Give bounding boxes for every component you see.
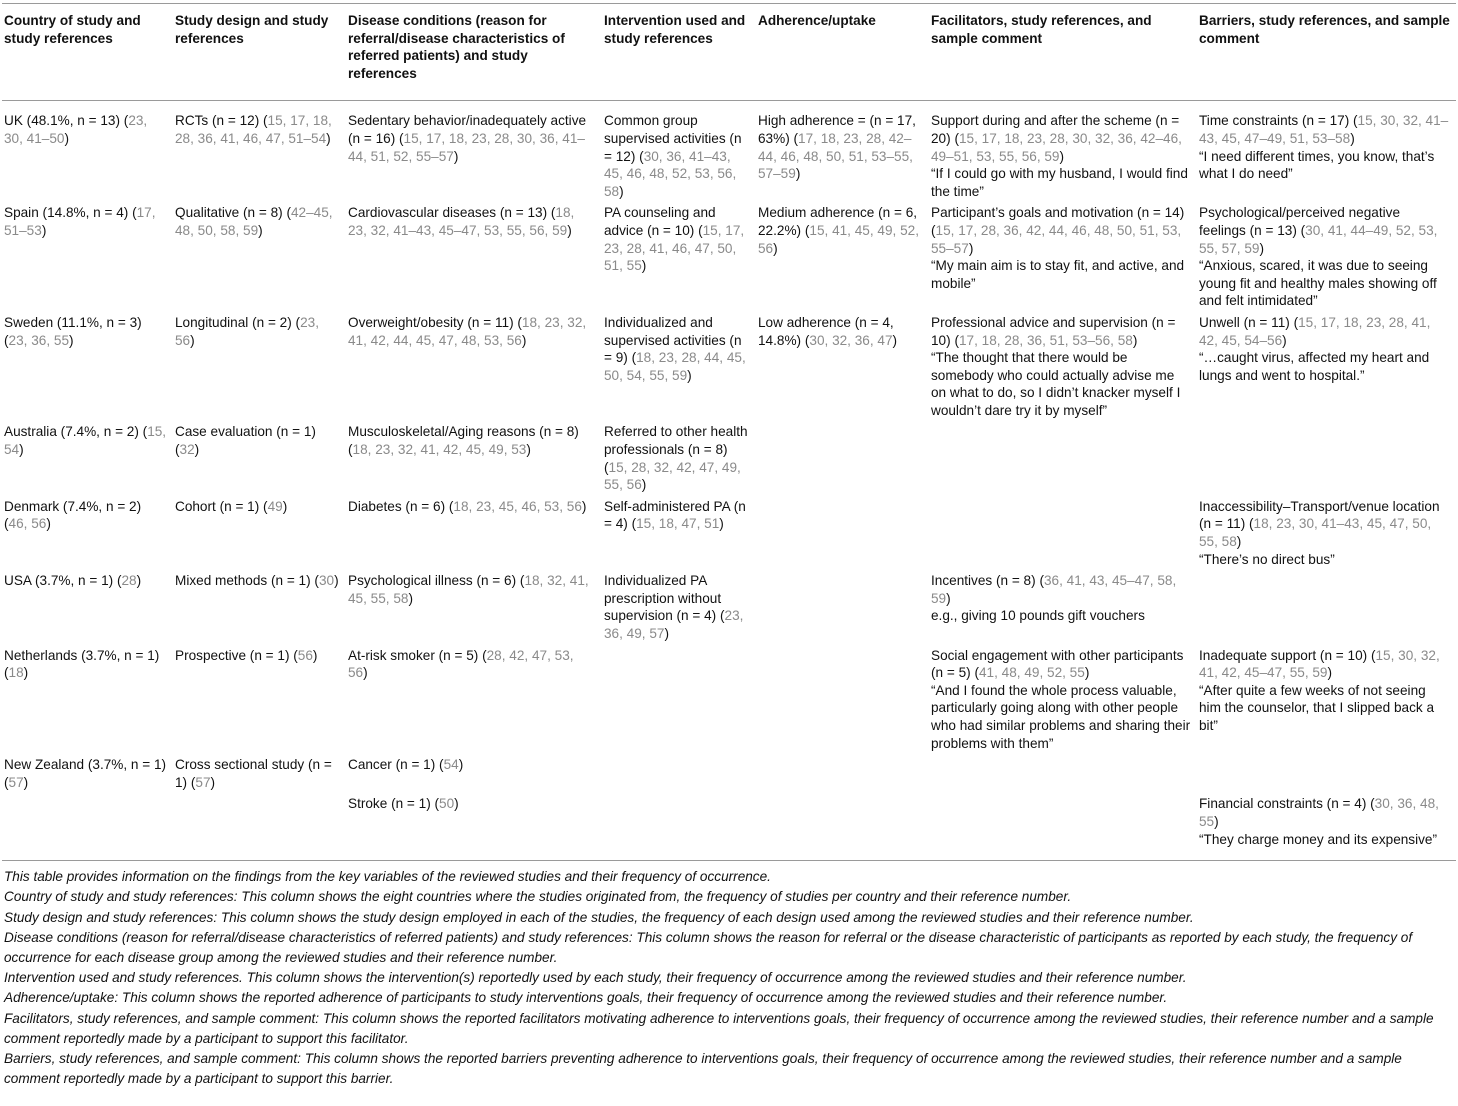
cell-references: 30, 41, 44–49, 52, 53, 55, 57, 59 <box>1199 222 1438 256</box>
header-row <box>2 4 1456 101</box>
cell-references: 15, 30, 32, 41–43, 45, 47–49, 51, 53–58 <box>1199 113 1449 146</box>
table-row <box>2 756 1456 795</box>
footnote: Disease conditions (reason for referral/disease characteristics of referred patients) and study references: This column shows the reason for referral or the disease characteristic of participants as reported by each study, the frequency of occurrence for each disease group among the reviewed studies and their reference number. <box>4 929 1413 965</box>
footnote: Adherence/uptake: This column shows the reported adherence of participants to study interventions goals, their frequency of occurrence among the reviewed studies and their reference number. <box>4 990 1168 1006</box>
paren: ( <box>4 665 9 681</box>
paren: ( <box>4 774 9 790</box>
cell-design <box>173 314 346 424</box>
cell-references: 28, 42, 47, 53, 56 <box>348 647 574 681</box>
paren: ) <box>1236 534 1242 550</box>
cell-references: 49 <box>267 498 283 514</box>
paren: ( <box>519 573 525 589</box>
cell-references: 50 <box>439 796 455 812</box>
paren: ) <box>46 516 51 532</box>
cell-label: Individualized PA prescription without supervision (n = 4) <box>604 573 722 624</box>
cell-label: Common group supervised activities (n = 12) <box>604 113 742 164</box>
sample-comment: “If I could go with my husband, I would find the time” <box>931 166 1188 199</box>
header-adherence: Adherence/uptake <box>758 13 876 28</box>
cell-adherence <box>756 204 929 314</box>
cell-design <box>173 756 346 795</box>
cell-design <box>173 572 346 646</box>
sample-comment: “And I found the whole process valuable, particularly going along with other people who had similar problems and sharing their problems with them” <box>931 682 1191 751</box>
cell-adherence <box>756 101 929 204</box>
sample-comment: “…caught virus, affected my heart and lungs and went to hospital.” <box>1199 350 1430 383</box>
cell-country <box>2 795 173 860</box>
cell-design <box>173 795 346 860</box>
paren: ) <box>1350 130 1355 146</box>
paren: ( <box>719 608 725 624</box>
paren: ( <box>132 205 137 221</box>
paren: ) <box>454 796 459 812</box>
paren: ) <box>1214 813 1219 829</box>
cell-references: 17, 18, 23, 28, 42–44, 46, 48, 50, 51, 53–55, 57–59 <box>758 130 913 182</box>
sample-comment: e.g., giving 10 pounds gift vouchers <box>931 608 1145 624</box>
cell-disease <box>346 498 602 572</box>
cell-label: Netherlands (3.7%, n = 1) <box>4 647 160 663</box>
cell-references: 15, 18, 47, 51 <box>636 516 720 532</box>
paren: ( <box>1353 113 1358 129</box>
cell-label: Financial constraints (n = 4) <box>1199 796 1367 812</box>
cell-intervention <box>602 314 756 424</box>
table-row <box>2 647 1456 757</box>
cell-references: 15, 17, 18, 23, 28, 30, 36, 41–44, 51, 52, 55–57 <box>348 130 585 164</box>
paren: ( <box>954 130 959 146</box>
cell-country <box>2 101 173 204</box>
cell-label: Inaccessibility–Transport/venue location (n = 11) <box>1199 498 1440 532</box>
cell-intervention <box>602 572 756 646</box>
cell-references: 23, 36, 55 <box>8 332 69 348</box>
paren: ( <box>698 222 703 238</box>
cell-label: Individualized and supervised activities (n = 9) <box>604 314 742 366</box>
cell-references: 28 <box>121 573 137 589</box>
cell-barriers <box>1197 498 1456 572</box>
header-country: Country of study and study references <box>4 13 141 46</box>
cell-disease <box>346 572 602 646</box>
cell-references: 56 <box>297 647 313 663</box>
paren: ) <box>19 442 24 458</box>
paren: ) <box>453 148 459 164</box>
cell-label: UK (48.1%, n = 13) <box>4 113 120 129</box>
sample-comment: “Anxious, scared, it was due to seeing young fit and healthy males showing off and felt intimidated” <box>1199 258 1437 309</box>
paren: ) <box>312 647 318 663</box>
cell-label: Spain (14.8%, n = 4) <box>4 205 129 221</box>
cell-label: New Zealand (3.7%, n = 1) <box>4 757 167 773</box>
cell-label: Psychological illness (n = 6) <box>348 573 517 589</box>
cell-label: Self-administered PA (n = 4) <box>604 498 746 532</box>
paren: ( <box>123 113 129 129</box>
paren: ) <box>326 130 331 146</box>
cell-references: 18, 23, 32, 41, 42, 44, 45, 47, 48, 53, 56 <box>348 314 587 348</box>
cell-facilitators <box>929 647 1197 757</box>
paren: ) <box>1084 665 1090 681</box>
footnote: Facilitators, study references, and sample comment: This column shows the reported facilitators motivating adherence to interventions goals, their frequency of occurrence among the reviewed studies, their reference number and a sample comment reportedly made by a participant to support this facilitator. <box>4 1010 1434 1046</box>
table-row <box>2 204 1456 314</box>
cell-label: Professional advice and supervision (n = 10) <box>931 314 1176 348</box>
paren: ) <box>581 498 587 514</box>
cell-label: At-risk smoker (n = 5) <box>348 647 479 663</box>
cell-adherence <box>756 314 929 424</box>
cell-label: Prospective (n = 1) <box>175 647 290 663</box>
cell-references: 57 <box>195 774 211 790</box>
cell-references: 18 <box>8 665 24 681</box>
paren: ) <box>363 665 368 681</box>
cell-adherence <box>756 756 929 795</box>
paren: ) <box>64 130 70 146</box>
paren: ) <box>69 332 74 348</box>
cell-references: 23, 30, 41–50 <box>4 113 148 146</box>
footnote: Country of study and study references: This column shows the eight countries where the studies originated from, the frequency of studies per country and their reference number. <box>4 889 1072 905</box>
footnote: Barriers, study references, and sample comment: This column shows the reported barriers preventing adherence to interventions goals, their frequency of occurrence among the reviewed studies, their reference number and a sample comment reportedly made by a participant to support this barrier. <box>4 1050 1402 1087</box>
cell-facilitators <box>929 101 1197 204</box>
paren: ( <box>4 516 9 532</box>
paren: ) <box>641 258 647 274</box>
cell-references: 30 <box>318 573 335 589</box>
cell-references: 30, 36, 48, 55 <box>1199 796 1439 829</box>
cell-barriers <box>1197 795 1456 860</box>
table-header <box>2 4 1456 101</box>
cell-disease <box>346 314 602 424</box>
cell-facilitators <box>929 314 1197 424</box>
cell-references: 15, 17, 18, 23, 28, 30, 32, 36, 42–46, 49–51, 53, 55, 56, 59 <box>931 130 1182 164</box>
cell-facilitators <box>929 756 1197 795</box>
paren: ( <box>142 424 148 440</box>
cell-references: 30, 36, 41–43, 45, 46, 48, 52, 53, 56, 58 <box>604 148 737 199</box>
header-disease: Disease conditions (reason for referral/disease characteristics of referred patients) and study references <box>348 13 565 81</box>
cell-label: Cross sectional study (n = 1) <box>175 757 332 790</box>
cell-country <box>2 314 173 424</box>
cell-references: 15, 28, 32, 42, 47, 49, 55, 56 <box>604 459 741 493</box>
paren: ) <box>567 222 572 238</box>
cell-label: Denmark (7.4%, n = 2) <box>4 498 142 514</box>
cell-facilitators <box>929 572 1197 646</box>
paren: ) <box>282 498 288 514</box>
cell-intervention <box>602 756 756 795</box>
sample-comment: “There’s no direct bus” <box>1199 551 1335 567</box>
cell-label: Psychological/perceived negative feelings (n = 13) <box>1199 205 1401 238</box>
paren: ( <box>604 459 609 475</box>
cell-references: 15, 41, 45, 49, 52, 56 <box>758 222 919 256</box>
cell-references: 15, 17, 28, 36, 42, 44, 46, 48, 50, 51, 53, 55–57 <box>931 222 1182 256</box>
cell-references: 42–45, 48, 50, 58, 59 <box>175 205 333 238</box>
cell-adherence <box>756 498 929 572</box>
paren: ) <box>946 590 951 606</box>
paren: ( <box>175 442 180 458</box>
cell-design <box>173 204 346 314</box>
paren: ( <box>190 774 196 790</box>
cell-references: 15, 17, 18, 23, 28, 41, 42, 45, 54–56 <box>1199 314 1431 348</box>
paren: ) <box>719 516 724 532</box>
cell-references: 46, 56 <box>8 516 47 532</box>
cell-label: Sweden (11.1%, n = 3) <box>4 314 142 330</box>
cell-disease <box>346 795 602 860</box>
cell-references: 18, 23, 32, 41–43, 45–47, 53, 55, 56, 59 <box>348 205 575 238</box>
paren: ( <box>1300 222 1306 238</box>
cell-references: 15, 17, 23, 28, 41, 46, 47, 50, 51, 55 <box>604 222 745 274</box>
cell-references: 18, 23, 32, 41, 42, 45, 49, 53 <box>352 442 527 458</box>
cell-label: USA (3.7%, n = 1) <box>4 573 114 589</box>
cell-label: Participant’s goals and motivation (n = 14) <box>931 205 1185 221</box>
cell-facilitators <box>929 423 1197 497</box>
cell-references: 15, 54 <box>4 424 167 458</box>
cell-design <box>173 101 346 204</box>
cell-barriers <box>1197 647 1456 757</box>
cell-label: Cardiovascular diseases (n = 13) <box>348 205 548 221</box>
paren: ( <box>434 796 440 812</box>
header-barriers: Barriers, study references, and sample comment <box>1199 13 1450 46</box>
cell-label: Medium adherence (n = 6, 22.2%) <box>758 205 918 238</box>
paren: ) <box>1259 240 1264 256</box>
paren: ( <box>263 498 268 514</box>
cell-references: 30, 32, 36, 47 <box>809 332 893 348</box>
table-row <box>2 572 1456 646</box>
cell-references: 36, 41, 43, 45–47, 58, 59 <box>931 573 1177 606</box>
cell-disease <box>346 756 602 795</box>
footnote: This table provides information on the findings from the key variables of the reviewed studies and their frequency of occurrence. <box>4 869 771 885</box>
paren: ( <box>931 222 936 238</box>
cell-label: Low adherence (n = 4, 14.8%) <box>758 314 894 348</box>
cell-disease <box>346 204 602 314</box>
paren: ) <box>526 442 531 458</box>
cell-barriers <box>1197 423 1456 497</box>
cell-references: 18, 23, 28, 44, 45, 50, 54, 55, 59 <box>604 350 746 383</box>
paren: ) <box>773 240 778 256</box>
paren: ( <box>293 647 298 663</box>
cell-references: 17, 51–53 <box>4 205 156 238</box>
table-row <box>2 795 1456 860</box>
cell-label: Case evaluation (n = 1) <box>175 424 316 440</box>
paren: ) <box>687 367 692 383</box>
paren: ) <box>1132 332 1138 348</box>
cell-label: Time constraints (n = 17) <box>1199 113 1350 129</box>
paren: ) <box>190 332 195 348</box>
cell-label: Australia (7.4%, n = 2) <box>4 424 139 440</box>
cell-barriers <box>1197 756 1456 795</box>
cell-country <box>2 423 173 497</box>
paren: ) <box>664 626 669 641</box>
cell-references: 57 <box>8 774 24 790</box>
paren: ( <box>1293 314 1299 330</box>
cell-adherence <box>756 795 929 860</box>
cell-intervention <box>602 795 756 860</box>
sample-comment: “The thought that there would be somebody who could actually advise me on what to do, so I didn’t knacker myself I wouldn’t dare try it by myself” <box>931 350 1181 418</box>
paren: ) <box>258 222 263 238</box>
paren: ( <box>804 222 810 238</box>
cell-label: PA counseling and advice (n = 10) <box>604 205 716 238</box>
footnote: Intervention used and study references. This column shows the intervention(s) reportedly used by each study, their frequency of occurrence among the reviewed studies and their reference number. <box>4 970 1187 986</box>
cell-barriers <box>1197 572 1456 646</box>
cell-disease <box>346 647 602 757</box>
table-row <box>2 423 1456 497</box>
cell-label: Diabetes (n = 6) <box>348 498 446 514</box>
cell-intervention <box>602 101 756 204</box>
paren: ( <box>286 205 291 221</box>
cell-references: 54 <box>443 757 459 773</box>
paren: ) <box>795 166 801 182</box>
paren: ) <box>968 240 974 256</box>
cell-intervention <box>602 647 756 757</box>
paren: ( <box>314 573 319 589</box>
cell-label: Musculoskeletal/Aging reasons (n = 8) <box>348 424 579 440</box>
paren: ) <box>23 665 29 681</box>
cell-label: Incentives (n = 8) <box>931 573 1036 589</box>
paren: ) <box>136 573 142 589</box>
paren: ( <box>263 113 268 129</box>
cell-barriers <box>1197 204 1456 314</box>
table-body <box>2 101 1456 861</box>
paren: ( <box>631 516 637 532</box>
paren: ( <box>639 148 644 164</box>
cell-label: High adherence = (n = 17, 63%) <box>758 113 916 146</box>
paren: ) <box>619 183 624 199</box>
cell-label: Mixed methods (n = 1) <box>175 573 311 589</box>
cell-references: 18, 23, 45, 46, 53, 56 <box>453 498 582 514</box>
cell-intervention <box>602 498 756 572</box>
sample-comment: “My main aim is to stay fit, and active, and mobile” <box>931 258 1185 291</box>
cell-references: 17, 18, 28, 36, 51, 53–56, 58 <box>958 332 1133 348</box>
header-design: Study design and study references <box>175 13 329 46</box>
cell-country <box>2 572 173 646</box>
paren: ) <box>408 590 413 606</box>
cell-references: 15, 17, 18, 28, 36, 41, 46, 47, 51–54 <box>175 113 332 146</box>
paren: ( <box>348 442 353 458</box>
paren: ( <box>793 130 799 146</box>
cell-country <box>2 204 173 314</box>
paren: ( <box>631 350 637 366</box>
paren: ) <box>41 222 47 238</box>
cell-design <box>173 647 346 757</box>
cell-adherence <box>756 572 929 646</box>
cell-references: 18, 32, 41, 45, 55, 58 <box>348 573 589 606</box>
cell-label: Support during and after the scheme (n = 20) <box>931 113 1180 146</box>
paren: ( <box>448 498 454 514</box>
cell-facilitators <box>929 498 1197 572</box>
cell-label: Qualitative (n = 8) <box>175 205 283 221</box>
cell-label: RCTs (n = 12) <box>175 113 260 129</box>
paren: ( <box>1370 796 1375 812</box>
cell-barriers <box>1197 101 1456 204</box>
paren: ( <box>1370 647 1376 663</box>
cell-adherence <box>756 647 929 757</box>
cell-facilitators <box>929 795 1197 860</box>
cell-label: Social engagement with other participants (n = 5) <box>931 647 1184 681</box>
paren: ( <box>399 130 404 146</box>
header-facilitators: Facilitators, study references, and sample comment <box>931 13 1152 46</box>
paren: ) <box>1282 332 1287 348</box>
paren: ) <box>1327 665 1333 681</box>
cell-references: 18, 23, 30, 41–43, 45, 47, 50, 55, 58 <box>1199 516 1432 550</box>
paren: ( <box>550 205 556 221</box>
paren: ) <box>1059 148 1065 164</box>
cell-design <box>173 498 346 572</box>
cell-label: Cancer (n = 1) <box>348 757 436 773</box>
cell-country <box>2 498 173 572</box>
paren: ( <box>116 573 122 589</box>
table-footnotes <box>2 861 1456 1089</box>
cell-barriers <box>1197 314 1456 424</box>
table-row <box>2 101 1456 204</box>
cell-label: Sedentary behavior/inadequately active (n = 16) <box>348 113 587 146</box>
paren: ( <box>974 665 979 681</box>
cell-country <box>2 647 173 757</box>
cell-references: 15, 30, 32, 41, 42, 45–47, 55, 59 <box>1199 647 1440 681</box>
cell-intervention <box>602 423 756 497</box>
cell-label: Stroke (n = 1) <box>348 796 431 812</box>
paren: ) <box>334 573 339 589</box>
footnote: Study design and study references: This column shows the study design employed in each of the studies, the frequency of each design used among the reviewed studies and their reference number. <box>4 909 1194 925</box>
cell-label: Referred to other health professionals (n = 8) <box>604 424 748 458</box>
paren: ) <box>210 774 216 790</box>
sample-comment: “I need different times, you know, that’s what I do need” <box>1199 148 1435 182</box>
paren: ( <box>4 332 9 348</box>
paren: ) <box>194 442 200 458</box>
paren: ) <box>892 332 898 348</box>
cell-disease <box>346 101 602 204</box>
cell-label: Unwell (n = 11) <box>1199 314 1290 330</box>
cell-references: 23, 36, 49, 57 <box>604 608 744 641</box>
findings-table <box>2 3 1456 861</box>
paren: ( <box>517 314 522 330</box>
paren: ) <box>458 757 464 773</box>
paren: ( <box>439 757 444 773</box>
cell-facilitators <box>929 204 1197 314</box>
sample-comment: “They charge money and its expensive” <box>1199 831 1438 847</box>
paren: ( <box>295 314 301 330</box>
paren: ( <box>804 332 810 348</box>
paren: ( <box>954 332 959 348</box>
cell-label: Inadequate support (n = 10) <box>1199 647 1368 663</box>
cell-country <box>2 756 173 795</box>
table-row <box>2 498 1456 572</box>
cell-design <box>173 423 346 497</box>
cell-references: 32 <box>179 442 195 458</box>
cell-disease <box>346 423 602 497</box>
paren: ) <box>641 477 647 493</box>
cell-label: Longitudinal (n = 2) <box>175 314 292 330</box>
paren: ( <box>1039 573 1044 589</box>
cell-intervention <box>602 204 756 314</box>
paren: ) <box>521 332 527 348</box>
paren: ( <box>482 647 487 663</box>
cell-label: Overweight/obesity (n = 11) <box>348 314 514 330</box>
cell-adherence <box>756 423 929 497</box>
paren: ) <box>23 774 29 790</box>
sample-comment: “After quite a few weeks of not seeing him the counselor, that I slipped back a bit” <box>1199 682 1435 733</box>
cell-references: 41, 48, 49, 52, 55 <box>978 665 1085 681</box>
cell-references: 23, 56 <box>175 314 319 348</box>
cell-label: Cohort (n = 1) <box>175 498 260 514</box>
header-intervention: Intervention used and study references <box>604 13 746 46</box>
paren: ( <box>1249 516 1254 532</box>
table-row <box>2 314 1456 424</box>
